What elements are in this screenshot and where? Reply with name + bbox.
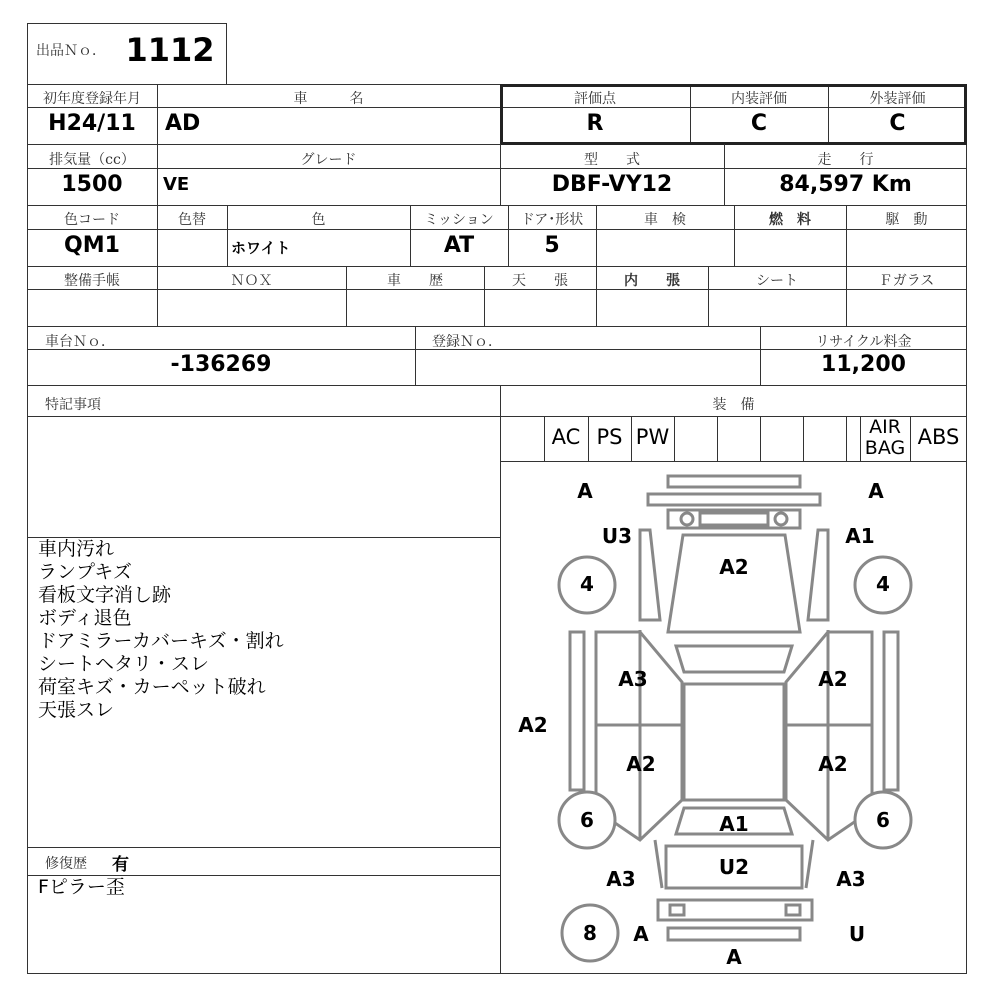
- note-item: 車内汚れ: [38, 538, 115, 560]
- service-record-label: 整備手帳: [64, 273, 120, 289]
- grade-value: VE: [163, 174, 190, 195]
- displacement-value: 1500: [61, 172, 123, 197]
- model-value: DBF-VY12: [551, 172, 673, 197]
- mark-right-rear-door: A2: [818, 752, 848, 776]
- windshield: [676, 646, 792, 672]
- recycle-fee-label: リサイクル料金: [815, 334, 912, 350]
- equipment-item: AIR BAG: [864, 416, 906, 459]
- mark-hood: A2: [719, 555, 749, 579]
- car-name-label: 車 名: [293, 91, 364, 107]
- equipment-label: 装 備: [712, 397, 755, 413]
- note-item: 荷室キズ・カーペット破れ: [38, 676, 266, 698]
- car-history-label: 車 歴: [387, 273, 443, 289]
- roof: [684, 684, 784, 800]
- color-code-label: 色コード: [64, 212, 120, 228]
- chassis-number-label: 車台Ｎｏ．: [45, 334, 115, 350]
- mark-left-side: A2: [518, 713, 548, 737]
- note-item: 看板文字消し跡: [38, 584, 172, 606]
- mark-rear-left: A: [633, 922, 649, 946]
- car-diagram: [500, 462, 967, 974]
- inspection-label: 車 検: [644, 212, 686, 228]
- headliner-label: 天 張: [512, 273, 568, 289]
- model-label: 型 式: [584, 152, 640, 168]
- mission-value: AT: [443, 233, 475, 258]
- exterior-grade-label: 外装評価: [869, 91, 926, 107]
- mark-right-quarter: A3: [836, 867, 866, 891]
- rear-bumper: [658, 900, 812, 920]
- spare-tire-value: 8: [583, 921, 597, 945]
- front-bumper-top: [668, 476, 800, 487]
- mark-rear-window: A1: [719, 812, 749, 836]
- chassis-number-value: -136269: [170, 352, 272, 377]
- hood: [668, 535, 800, 632]
- interior-grade-label: 内装評価: [731, 91, 787, 107]
- note-item: 天張スレ: [38, 699, 115, 721]
- recycle-fee-value: 11,200: [821, 352, 906, 377]
- color-code-value: QM1: [64, 233, 120, 258]
- note-item: ランプキズ: [38, 561, 132, 583]
- interior-grade-value: C: [750, 111, 768, 136]
- drive-label: 駆 動: [885, 212, 928, 228]
- mark-left-fender: U3: [601, 524, 633, 548]
- displacement-label: 排気量（cc）: [49, 152, 135, 168]
- tire-front-left-value: 4: [580, 572, 594, 596]
- equipment-item: PW: [635, 425, 670, 449]
- grade-label: グレード: [300, 152, 357, 168]
- tire-rear-left-value: 6: [580, 808, 594, 832]
- mark-left-front-door: A3: [618, 667, 648, 691]
- mission-label: ミッション: [424, 212, 494, 228]
- tire-front-right-value: 4: [876, 572, 890, 596]
- registration-number-label: 登録Ｎｏ．: [432, 334, 502, 350]
- mark-right-fender: A1: [845, 524, 875, 548]
- mark-front-left: A: [577, 479, 593, 503]
- repair-history-value: 有: [112, 855, 129, 875]
- door-label: ドア･形状: [520, 212, 584, 228]
- color-value: ホワイト: [231, 239, 291, 257]
- recolor-label: 色替: [178, 212, 206, 228]
- equipment-item: AC: [551, 425, 581, 449]
- tire-rear-right-value: 6: [876, 808, 890, 832]
- repair-history-label: 修復歴: [45, 856, 87, 872]
- equipment-item: PS: [596, 425, 623, 449]
- front-glass-label: Ｆガラス: [878, 273, 935, 289]
- lot-number-label: 出品Ｎｏ．: [36, 43, 106, 59]
- mark-front-right: A: [868, 479, 884, 503]
- mileage-label: 走 行: [817, 152, 874, 168]
- left-side-sill: [570, 632, 584, 790]
- car-name-value: AD: [165, 111, 201, 136]
- lot-number-value: 1112: [125, 31, 215, 69]
- score-label: 評価点: [574, 91, 616, 107]
- repair-detail: Fピラー歪: [38, 876, 125, 898]
- exterior-grade-value: C: [889, 111, 906, 136]
- note-item: ドアミラーカバーキズ・割れ: [38, 630, 284, 652]
- equipment-item: ABS: [917, 425, 960, 449]
- right-side-sill: [884, 632, 898, 790]
- registration-label: 初年度登録年月: [43, 91, 141, 107]
- mark-rear-bumper: A: [726, 945, 742, 969]
- note-item: ボディ退色: [38, 607, 132, 629]
- mark-left-rear-door: A2: [626, 752, 656, 776]
- mark-tailgate: U2: [718, 855, 750, 879]
- nox-label: ＮＯＸ: [230, 273, 273, 289]
- mark-left-quarter: A3: [606, 867, 636, 891]
- mark-right-front-door: A2: [818, 667, 848, 691]
- interior-trim-label: 内 張: [624, 273, 680, 289]
- color-label: 色: [311, 212, 326, 228]
- mark-rear-right: U: [848, 922, 866, 946]
- door-value: 5: [544, 233, 560, 258]
- fuel-label: 燃 料: [769, 212, 811, 228]
- seat-label: シート: [756, 273, 798, 289]
- special-notes-label: 特記事項: [45, 397, 101, 413]
- score-value: R: [586, 111, 604, 136]
- mileage-value: 84,597 Km: [779, 172, 912, 197]
- registration-value: H24/11: [48, 111, 136, 136]
- note-item: シートヘタリ・スレ: [38, 653, 210, 675]
